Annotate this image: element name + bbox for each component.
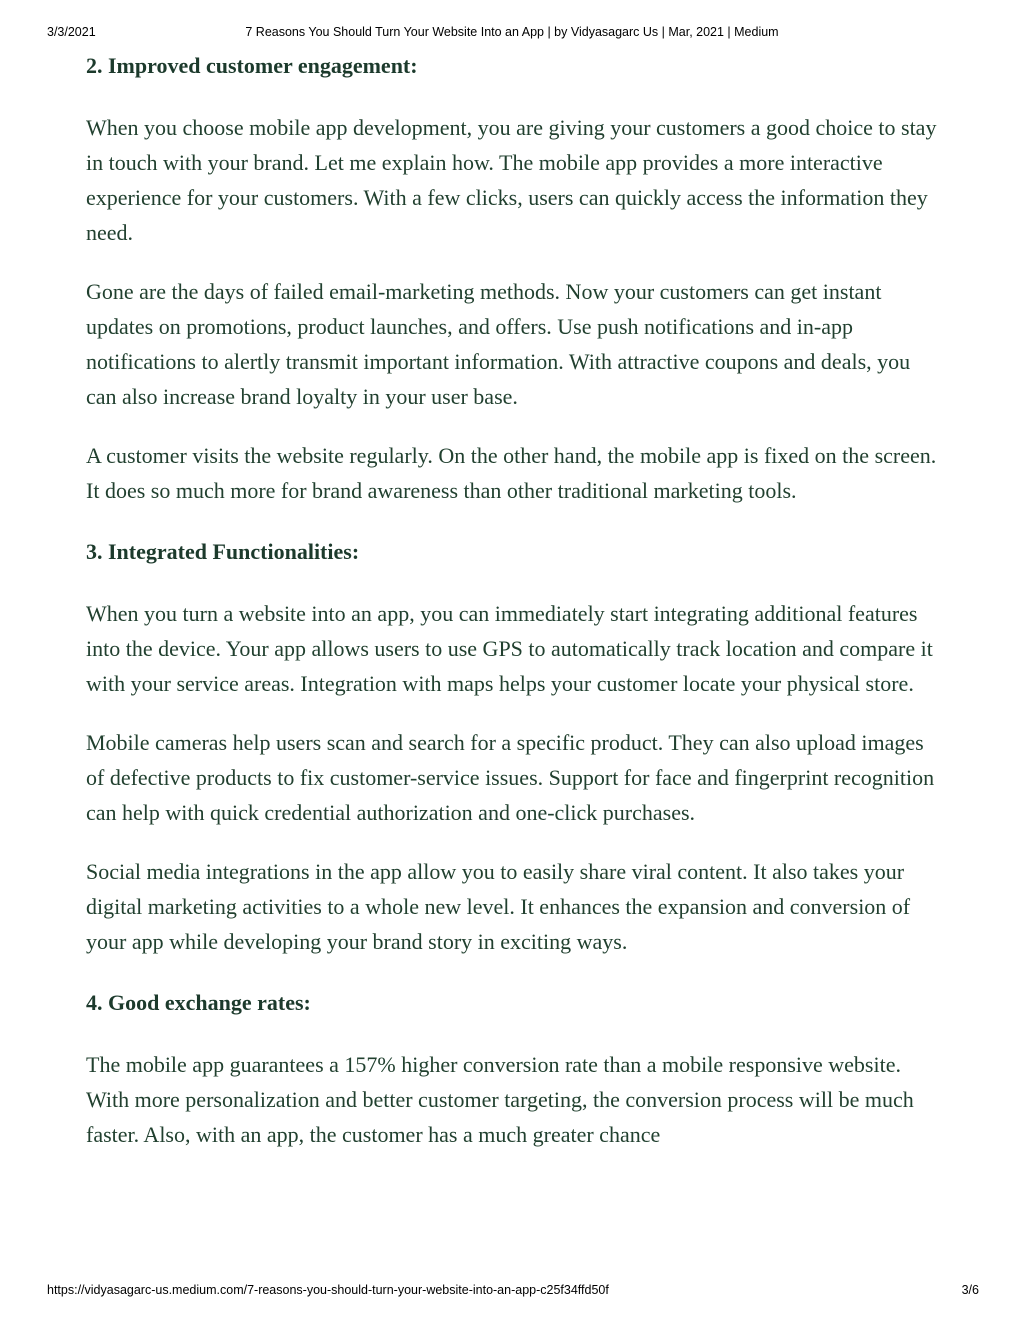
paragraph: The mobile app guarantees a 157% higher conversion rate than a mobile responsive website. With more personalization and better customer targeting, the conversion process will be much faster. Also, with an app, the customer has a much greater chance	[86, 1052, 914, 1147]
print-footer	[0, 1282, 1024, 1298]
article-url: https://vidyasagarc-us.medium.com/7-reasons-you-should-turn-your-website-into-an-app-c25f34ffd50f	[47, 1283, 609, 1297]
section-heading: 4. Good exchange rates:	[86, 990, 311, 1015]
paragraph: When you choose mobile app development, you are giving your customers a good choice to stay in touch with your brand. Let me explain how. The mobile app provides a more interactive experience for your customers. With a few clicks, users can quickly access the information they need.	[86, 115, 937, 245]
article-body	[86, 51, 946, 1152]
section-heading: 3. Integrated Functionalities:	[86, 539, 360, 564]
paragraph: Gone are the days of failed email-marketing methods. Now your customers can get instant updates on promotions, product launches, and offers. Use push notifications and in-app notifications to alertly transmit important information. With attractive coupons and deals, you can also increase brand loyalty in your user base.	[86, 279, 911, 409]
section-heading: 2. Improved customer engagement:	[86, 53, 418, 78]
print-page-title: 7 Reasons You Should Turn Your Website Into an App | by Vidyasagarc Us | Mar, 2021 | Medium	[245, 25, 779, 39]
page-number: 3/6	[961, 1283, 979, 1297]
paragraph: A customer visits the website regularly. On the other hand, the mobile app is fixed on the screen. It does so much more for brand awareness than other traditional marketing tools.	[86, 443, 937, 503]
print-date: 3/3/2021	[47, 25, 96, 39]
print-header	[0, 24, 1024, 40]
paragraph: Mobile cameras help users scan and search for a specific product. They can also upload images of defective products to fix customer-service issues. Support for face and fingerprint recognition can help with quick credential authorization and one-click purchases.	[86, 730, 935, 825]
paragraph: Social media integrations in the app allow you to easily share viral content. It also takes your digital marketing activities to a whole new level. It enhances the expansion and conversion of your app while developing your brand story in exciting ways.	[86, 859, 911, 954]
paragraph: When you turn a website into an app, you can immediately start integrating additional features into the device. Your app allows users to use GPS to automatically track location and compare it with your service areas. Integration with maps helps your customer locate your physical store.	[86, 601, 933, 696]
